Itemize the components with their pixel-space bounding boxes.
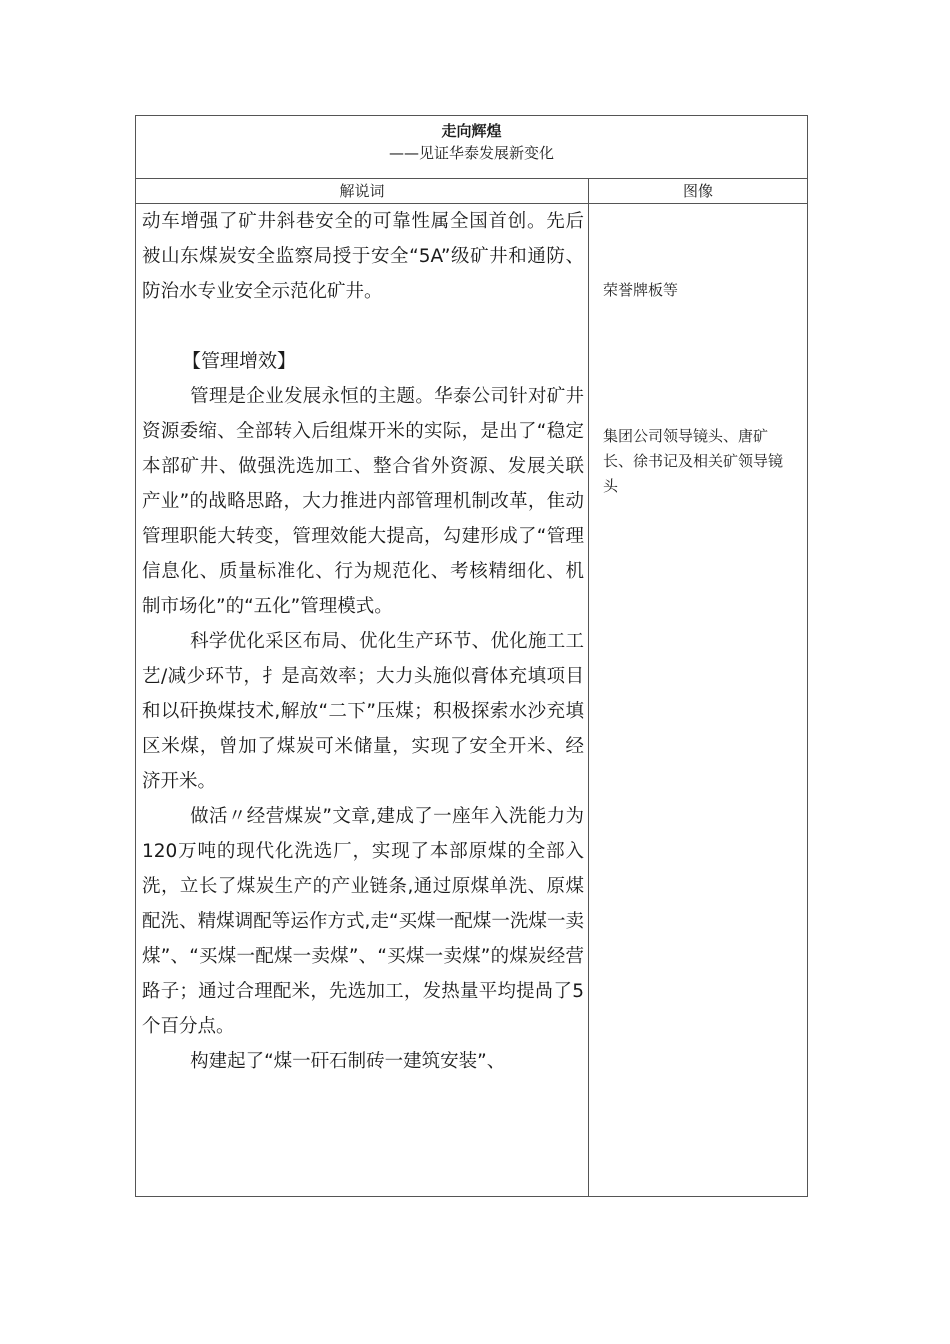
doc-subtitle: ——见证华泰发展新变化	[389, 144, 555, 162]
title-cell	[136, 116, 808, 179]
narration-cell	[136, 204, 589, 1197]
script-table	[135, 115, 808, 1197]
doc-title: 走向辉煌	[441, 122, 502, 140]
narration-paragraph-3: 科学优化采区布局、优化生产环节、优化施工工艺/减少环节，扌是高效率；大力头施似膏体充填项目和以矸换煤技术,解放“二下”压煤；积极探索水沙充填区米煤，曾加了煤炭可米储量，实现了安全开米、经济开米。	[142, 631, 584, 792]
visual-cell	[589, 204, 808, 1197]
visual-note-2: 集团公司领导镜头、唐矿长、徐书记及相关矿领导镜头	[603, 427, 784, 495]
narration-paragraph-5: 构建起了“煤一矸石制砖一建筑安装”、	[190, 1051, 506, 1072]
content-row	[136, 204, 808, 1197]
title-row	[136, 116, 808, 179]
narration-paragraph-1: 动车增强了矿井斜巷安全的可靠性属全国首创。先后被山东煤炭安全监察局授于安全“5A”级矿井和通防、防治水专业安全示范化矿井。	[142, 211, 584, 302]
column-header-narration: 解说词	[136, 179, 589, 204]
column-header-row	[136, 179, 808, 204]
column-header-visual: 图像	[589, 179, 808, 204]
paragraph-spacer	[142, 309, 584, 344]
narration-paragraph-2: 管理是企业发展永恒的主题。华泰公司针对矿井资源委缩、全部转入后组煤开米的实际，是出了“稳定本部矿井、做强洗选加工、整合省外资源、发展关联产业”的战略思路，大力推进内部管理机制改革，隹动管理职能大转变，管理效能大提高，勾建形成了“管理信息化、质量标准化、行为规范化、考核精细化、机制市场化”的“五化”管理模式。	[142, 386, 584, 617]
narration-paragraph-4: 做活〃经营煤炭”文章,建成了一座年入洗能力为120万吨的现代化洗选厂，实现了本部原煤的全部入洗，立长了煤炭生产的产业链条,通过原煤单洗、原煤配洗、精煤调配等运作方式,走“买煤一配煤一洗煤一卖煤”、“买煤一配煤一卖煤”、“买煤一卖煤”的煤炭经营路子；通过合理配米，先选加工，发热量平均提咼了5个百分点。	[142, 806, 584, 1037]
section-heading: 【管理增效】	[182, 350, 297, 372]
visual-note-1: 荣誉牌板等	[603, 281, 679, 299]
